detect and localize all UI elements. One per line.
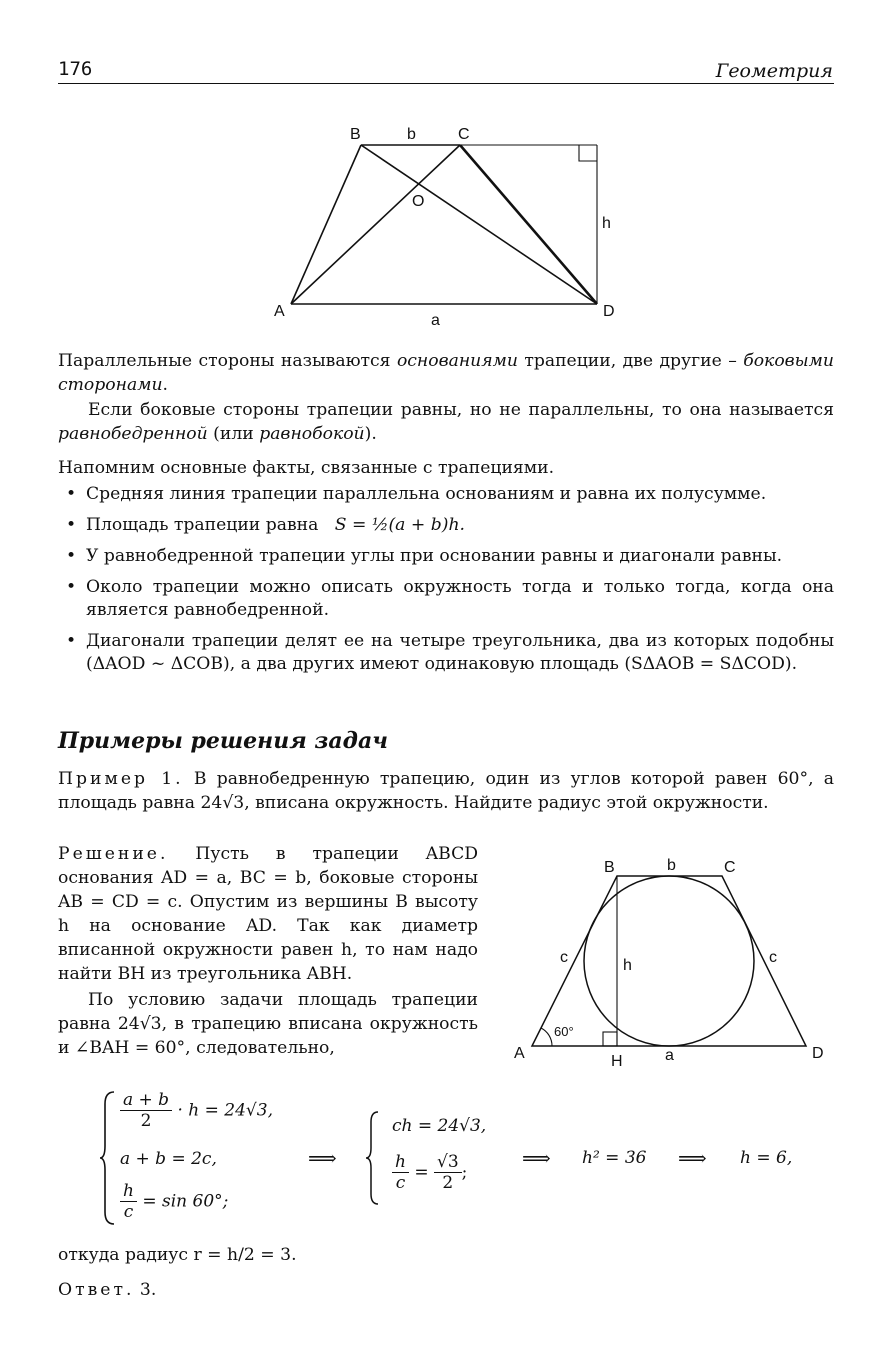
def-term-isosceles: равнобедренной	[58, 424, 208, 444]
frac-numerator: a + b	[120, 1090, 172, 1111]
frac-denominator: 2	[140, 1111, 152, 1131]
label-a-side: a	[665, 1047, 674, 1064]
example-statement	[58, 767, 834, 815]
eq-sign: =	[414, 1162, 429, 1183]
def-text: .	[162, 375, 168, 395]
answer-label: Ответ.	[58, 1280, 135, 1300]
label-b-side: b	[667, 857, 676, 874]
eq-row-1-rest: · h = 24√3,	[177, 1100, 273, 1121]
fact-text: Диагонали трапеции делят ее на четыре треугольника, два из которых подобны (ΔAOD ~ ΔCOB), а два других имеют одинаковую площадь (SΔAOB = SΔCOD).	[86, 631, 834, 674]
right-angle-mark	[603, 1032, 617, 1046]
label-h-foot: H	[611, 1053, 623, 1070]
label-c-vertex: C	[458, 126, 470, 143]
trapezoid-outline	[532, 876, 806, 1046]
inscribed-circle	[584, 876, 754, 1046]
label-b-vertex: B	[350, 126, 361, 143]
eq-row-3	[120, 1181, 228, 1222]
def-text: ).	[364, 424, 377, 444]
frac-denominator: c	[395, 1173, 406, 1193]
conclusion: откуда радиус r = h/2 = 3.	[58, 1245, 297, 1265]
def-term-lateral: боковыми сторонами	[58, 351, 834, 395]
label-d-vertex: D	[603, 303, 615, 320]
fact-item	[62, 483, 834, 506]
fact-text: У равнобедренной трапеции углы при основании равны и диагонали равны.	[86, 546, 783, 566]
eq-row-1	[120, 1090, 273, 1131]
definition-paragraph	[58, 349, 834, 397]
eq-sys2-row-2	[392, 1152, 467, 1193]
label-a-vertex: A	[514, 1045, 525, 1062]
frac-denominator: c	[123, 1202, 134, 1222]
implies-arrow-2: ⟹	[522, 1146, 551, 1170]
frac-numerator: √3	[434, 1152, 462, 1173]
def-text: Если боковые стороны трапеции равны, но не параллельны, то она называется	[88, 400, 834, 420]
fact-item	[62, 630, 834, 676]
answer-value: 3.	[134, 1280, 157, 1300]
facts-list	[62, 483, 834, 684]
right-angle-mark	[579, 145, 597, 161]
eq-row-3-rest: = sin 60°;	[142, 1191, 229, 1212]
facts-intro: Напомним основные факты, связанные с трапециями.	[58, 458, 555, 478]
example-label: Пример 1.	[58, 769, 184, 789]
fact-item	[62, 545, 834, 568]
label-o: O	[412, 193, 425, 210]
equation-system	[100, 1088, 820, 1230]
label-h: h	[623, 957, 632, 974]
fact-text: Около трапеции можно описать окружность тогда и только тогда, когда она является равнобедренной.	[86, 577, 834, 620]
def-text: Параллельные стороны называются	[58, 351, 397, 371]
solution-label: Решение.	[58, 844, 169, 864]
frac-numerator: h	[120, 1181, 137, 1202]
diagonal-ac	[291, 145, 460, 304]
implies-arrow-1: ⟹	[308, 1146, 337, 1170]
solution-paragraph-2: По условию задачи площадь трапеции равна 24√3, в трапецию вписана окружность и ∠BAH = 60°, следовательно,	[58, 990, 478, 1058]
label-c-left: c	[560, 949, 568, 966]
figure-trapezoid-incircle	[505, 850, 835, 1070]
header-rule	[58, 83, 834, 84]
solution-text: Пусть в трапеции ABCD основания AD = a, BC = b, боковые стороны AB = CD = c. Опустим из вершины B высоту h на основание AD. Так как диаметр вписанной окружности равен h, то нам надо найти BH из треугольника ABH.	[58, 844, 478, 984]
label-d-vertex: D	[812, 1045, 824, 1062]
answer	[58, 1278, 834, 1302]
section-title: Примеры решения задач	[58, 728, 388, 754]
label-a-side: a	[431, 312, 440, 329]
label-angle: 60°	[554, 1024, 574, 1039]
brace-left	[100, 1090, 116, 1226]
def-text: трапеции, две другие –	[517, 351, 744, 371]
solution-paragraph	[58, 842, 478, 986]
example-text: В равнобедренную трапецию, один из углов которой равен 60°, а площадь равна 24√3, вписана окружность. Найдите радиус этой окружности.	[58, 769, 834, 813]
angle-arc	[541, 1028, 552, 1046]
implies-arrow-3: ⟹	[678, 1146, 707, 1170]
page-number: 176	[58, 58, 93, 80]
side-ab	[291, 145, 361, 304]
label-b-vertex: B	[604, 859, 615, 876]
result-h: h = 6,	[740, 1148, 793, 1168]
result-h-squared: h² = 36	[582, 1148, 647, 1168]
label-c-right: c	[769, 949, 777, 966]
label-h: h	[602, 215, 611, 232]
brace-middle	[366, 1110, 380, 1206]
side-cd	[460, 145, 597, 304]
def-term-equilateral: равнобокой	[259, 424, 365, 444]
frac-denominator: 2	[442, 1173, 454, 1193]
eq-end: ;	[461, 1162, 468, 1183]
label-a-vertex: A	[274, 303, 285, 320]
frac-numerator: h	[392, 1152, 409, 1173]
fact-text: Средняя линия трапеции параллельна основаниям и равна их полусумме.	[86, 484, 767, 504]
figure-trapezoid-diagonals	[265, 120, 625, 335]
eq-row-2: a + b = 2c,	[120, 1149, 217, 1169]
fact-item	[62, 514, 834, 537]
eq-sys2-row-1: ch = 24√3,	[392, 1116, 487, 1136]
def-text: (или	[207, 424, 260, 444]
fact-text: Площадь трапеции равна	[86, 515, 319, 535]
label-b-side: b	[407, 126, 416, 143]
label-c-vertex: C	[724, 859, 736, 876]
area-formula: S = ½(a + b)h.	[334, 515, 466, 535]
running-title: Геометрия	[715, 60, 833, 82]
def-term-bases: основаниями	[396, 351, 518, 371]
isosceles-paragraph	[58, 398, 834, 446]
fact-item	[62, 576, 834, 622]
